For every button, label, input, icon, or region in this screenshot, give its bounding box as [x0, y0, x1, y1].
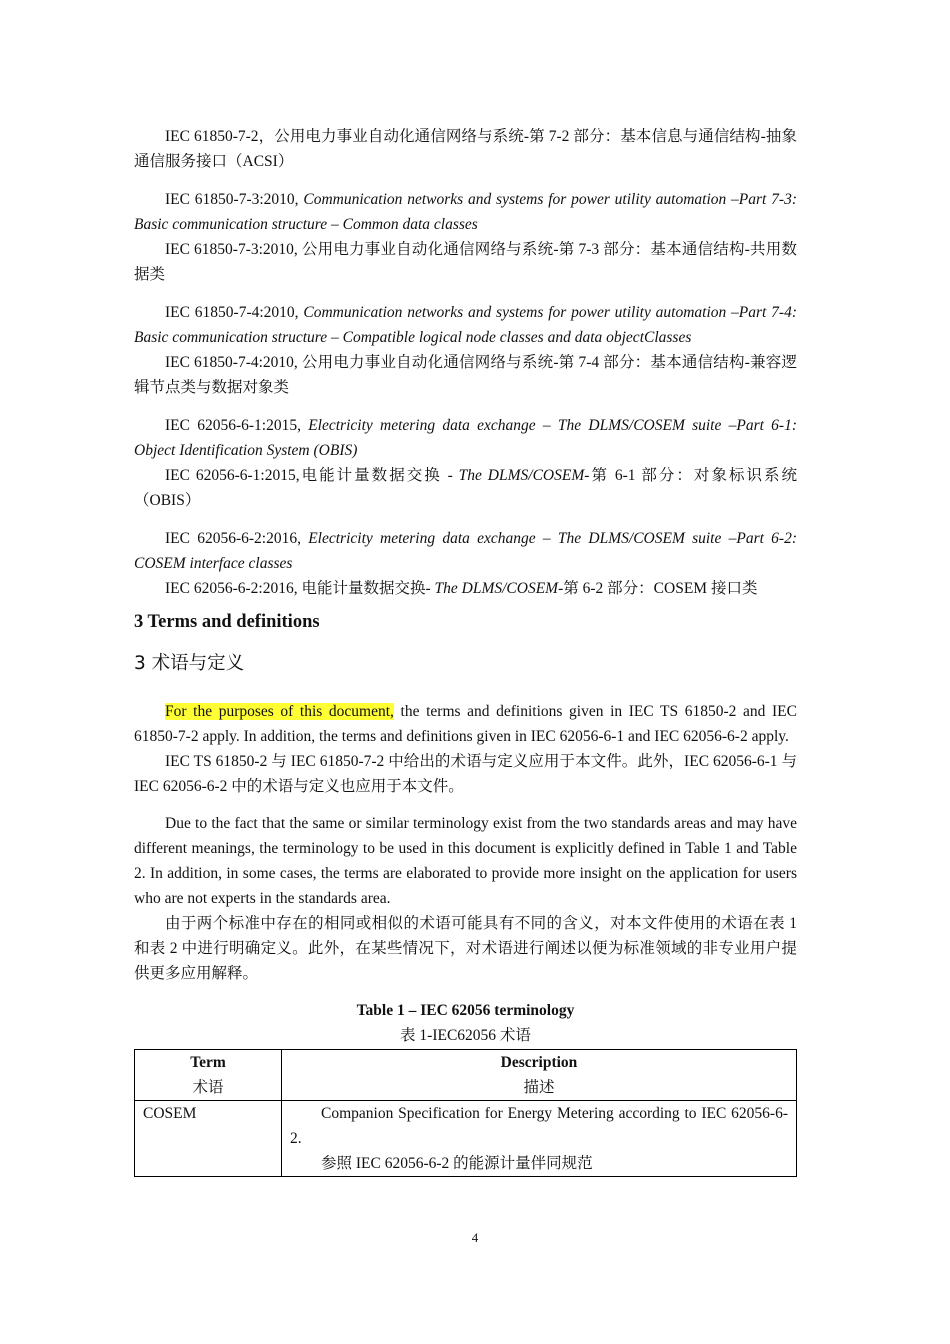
reference-text: -第 6-1 部分：对象标识系统（OBIS）: [134, 467, 797, 509]
description-text-cn: 参照 IEC 62056-6-2 的能源计量伴同规范: [321, 1155, 593, 1172]
table-caption-cn: 表 1-IEC62056 术语: [400, 1027, 531, 1044]
reference-text: IEC 62056-6-2:2016, 电能计量数据交换-: [165, 580, 435, 597]
reference-title: Communication networks and systems for power utility automation –Part 7-4: Basic communication structure – Compatible logical node classes and data objectClasses: [134, 304, 797, 346]
reference-text: IEC 62056-6-1:2015,电能计量数据交换 -: [165, 467, 459, 484]
reference-line-en: [134, 526, 797, 576]
reference-entry: [134, 526, 797, 601]
reference-entry: [134, 413, 797, 513]
terminology-table: [134, 1049, 797, 1177]
reference-title: Communication networks and systems for power utility automation –Part 7-3: Basic communication structure – Common data classes: [134, 191, 797, 233]
paragraph-text: the terms and definitions given in IEC TS 61850-2 and IEC 61850-7-2 apply. In addition, the terms and definitions given in IEC 62056-6-1 and IEC 62056-6-2 apply.: [134, 703, 797, 745]
page-number: 4: [471, 1230, 479, 1245]
description-cell: [282, 1101, 797, 1177]
reference-title: The DLMS/COSEM: [458, 467, 585, 484]
column-header-description: [282, 1050, 797, 1101]
document-page: [134, 124, 797, 1177]
paragraph-cn: 由于两个标准中存在的相同或相似的术语可能具有不同的含义，对本文件使用的术语在表 1 和表 2 中进行明确定义。此外，在某些情况下，对术语进行阐述以便为标准领域的非专业用户提供更多应用解释。: [134, 915, 797, 982]
paragraph-en: [134, 699, 797, 749]
reference-text: IEC 61850-7-3:2010, 公用电力事业自动化通信网络与系统-第 7-3 部分：基本通信结构-共用数据类: [134, 241, 797, 283]
highlighted-text: For the purposes of this document,: [165, 703, 394, 720]
reference-text: -第 6-2 部分：COSEM 接口类: [558, 580, 758, 597]
reference-title: Electricity metering data exchange – The DLMS/COSEM suite –Part 6-2: COSEM interface classes: [134, 530, 797, 572]
table-caption-en: Table 1 – IEC 62056 terminology: [356, 1002, 575, 1019]
description-text: Companion Specification for Energy Metering according to IEC 62056-6-2.: [290, 1105, 788, 1147]
header-label: Term: [190, 1054, 226, 1071]
reference-id: IEC 61850-7-3:2010,: [165, 191, 304, 208]
reference-title: The DLMS/COSEM: [434, 580, 559, 597]
term-cell: COSEM: [135, 1101, 282, 1177]
header-label: Description: [500, 1054, 578, 1071]
reference-entry: [134, 124, 797, 174]
reference-line: [134, 124, 797, 174]
paragraph-cn: IEC TS 61850-2 与 IEC 61850-7-2 中给出的术语与定义应用于本文件。此外，IEC 62056-6-1 与 IEC 62056-6-2 中的术语与定义也应用于本文件。: [134, 753, 797, 795]
reference-line-cn: [134, 350, 797, 400]
reference-id: IEC 61850-7-4:2010,: [165, 304, 304, 321]
table-header-row: [135, 1050, 797, 1101]
reference-line-en: [134, 413, 797, 463]
reference-line-cn: [134, 463, 797, 513]
section-heading-en: 3 Terms and definitions: [134, 612, 320, 632]
reference-entry: [134, 300, 797, 400]
reference-entry: [134, 187, 797, 287]
reference-text: IEC 61850-7-2，公用电力事业自动化通信网络与系统-第 7-2 部分：基本信息与通信结构-抽象通信服务接口（ACSI）: [134, 128, 797, 170]
reference-title: Electricity metering data exchange – The DLMS/COSEM suite –Part 6-1: Object Identification System (OBIS): [134, 417, 797, 459]
reference-line-en: [134, 187, 797, 237]
section-heading-cn: 3 术语与定义: [134, 653, 245, 674]
header-label-cn: 描述: [523, 1079, 555, 1096]
reference-text: IEC 61850-7-4:2010, 公用电力事业自动化通信网络与系统-第 7-4 部分：基本通信结构-兼容逻辑节点类与数据对象类: [134, 354, 797, 396]
header-label-cn: 术语: [192, 1079, 224, 1096]
paragraph-en: Due to the fact that the same or similar terminology exist from the two standards areas and may have different meanings, the terminology to be used in this document is explicitly defined in Table 1 and Table 2. In addition, in some cases, the terms are elaborated to provide more insight on the application for users who are not experts in the standards area.: [134, 815, 797, 907]
table-row: [135, 1101, 797, 1177]
reference-line-en: [134, 300, 797, 350]
reference-line-cn: [134, 237, 797, 287]
reference-id: IEC 62056-6-2:2016,: [165, 530, 309, 547]
column-header-term: [135, 1050, 282, 1101]
reference-id: IEC 62056-6-1:2015,: [165, 417, 309, 434]
reference-line-cn: [134, 576, 797, 601]
